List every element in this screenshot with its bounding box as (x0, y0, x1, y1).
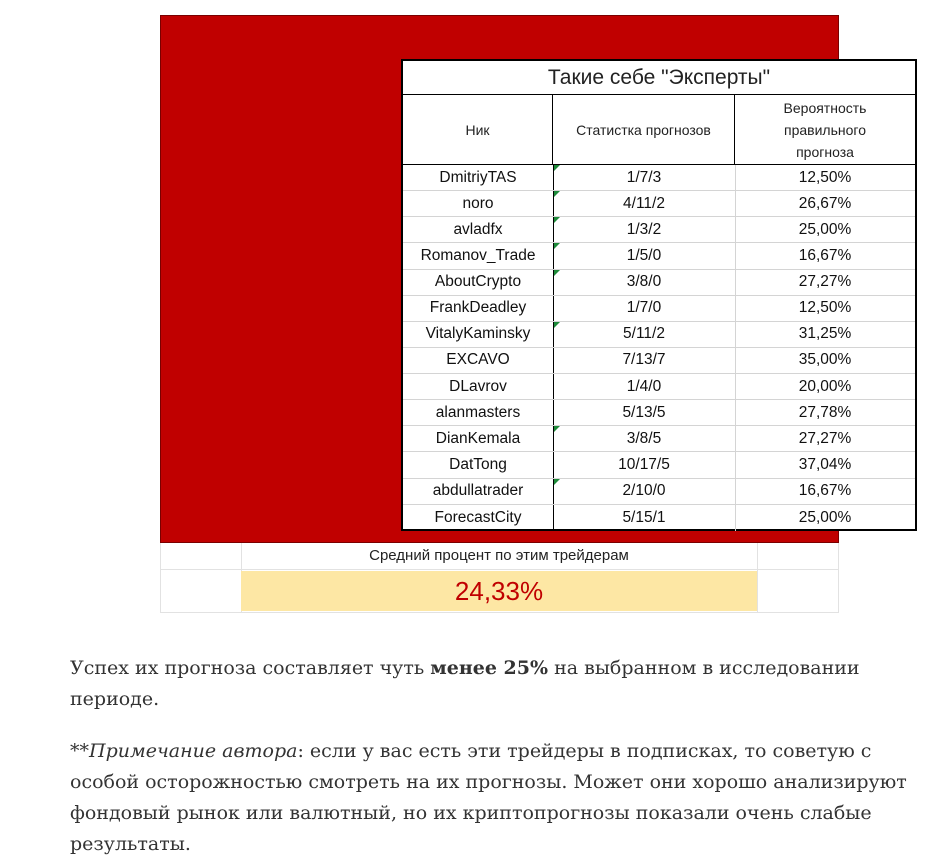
table-row (403, 452, 915, 478)
probability-cell: 12,50% (798, 299, 852, 317)
average-label: Средний процент по этим трейдерам (369, 547, 629, 564)
stats-cell: 3/8/0 (553, 270, 736, 295)
grid-line (757, 543, 758, 569)
header-probability-line3: прогноза (796, 143, 854, 160)
header-probability-line1: Вероятность (783, 99, 867, 116)
nick-cell: Romanov_Trade (403, 243, 554, 268)
header-nick: Ник (403, 95, 553, 165)
nick-cell: DLavrov (403, 374, 554, 399)
header-stats: Статистка прогнозов (553, 95, 735, 165)
stats-cell: 2/10/0 (553, 479, 736, 504)
author-note-text: : если у вас есть эти трейдеры в подписках, то советую с особой осторожностью смотреть на их прогнозы. Может они хорошо анализируют фондовый рынок или валютный, но их криптопрогнозы показали очень слабые результаты. (70, 740, 907, 855)
probability-cell: 20,00% (798, 377, 852, 395)
table-title: Такие себе "Эксперты" (403, 61, 915, 95)
author-note-label: **Примечание автора (70, 740, 298, 762)
table-row (403, 505, 915, 531)
nick-cell: EXCAVO (403, 348, 554, 373)
comment-marker-icon (554, 217, 560, 223)
stats-cell: 5/11/2 (553, 322, 736, 347)
nick-cell: VitalyKaminsky (403, 322, 554, 347)
comment-marker-icon (554, 165, 560, 171)
table-row (403, 217, 915, 243)
table-row (403, 191, 915, 217)
stats-cell: 5/13/5 (553, 400, 736, 425)
probability-cell: 31,25% (798, 325, 852, 343)
stats-cell: 10/17/5 (553, 452, 736, 477)
spreadsheet-screenshot (160, 15, 867, 612)
table-row (403, 322, 915, 348)
grid-line (160, 543, 161, 569)
stats-cell: 7/13/7 (553, 348, 736, 373)
nick-cell: AboutCrypto (403, 270, 554, 295)
comment-marker-icon (554, 191, 560, 197)
table-row (403, 374, 915, 400)
summary-text-start: Успех их прогноза составляет чуть (70, 657, 431, 679)
comment-marker-icon (554, 243, 560, 249)
header-probability-line2: правильного (784, 121, 866, 138)
table-row (403, 165, 915, 191)
table-row (403, 243, 915, 269)
probability-cell: 12,50% (798, 168, 852, 186)
probability-cell: 27,27% (798, 273, 852, 291)
author-note-paragraph (70, 736, 930, 860)
nick-cell: noro (403, 191, 554, 216)
probability-cell: 27,78% (798, 403, 852, 421)
table-row (403, 479, 915, 505)
grid-line (838, 543, 839, 569)
summary-paragraph (70, 653, 930, 715)
probability-cell: 27,27% (798, 429, 852, 447)
stats-cell: 5/15/1 (553, 505, 736, 531)
stats-cell: 3/8/5 (553, 426, 736, 451)
header-probability (735, 95, 915, 165)
experts-table (401, 59, 917, 531)
grid-line (838, 570, 839, 612)
stats-cell: 1/3/2 (553, 217, 736, 242)
nick-cell: ForecastCity (403, 505, 554, 531)
comment-marker-icon (554, 322, 560, 328)
table-row (403, 426, 915, 452)
nick-cell: DatTong (403, 452, 554, 477)
probability-cell: 16,67% (798, 482, 852, 500)
probability-cell: 26,67% (798, 194, 852, 212)
summary-text-end: на выбранном в исследовании периоде. (70, 657, 860, 710)
grid-line (757, 570, 758, 612)
grid-line (160, 570, 161, 612)
comment-marker-icon (554, 426, 560, 432)
table-row (403, 348, 915, 374)
probability-cell: 25,00% (798, 508, 852, 526)
nick-cell: avladfx (403, 217, 554, 242)
nick-cell: FrankDeadley (403, 296, 554, 321)
comment-marker-icon (554, 270, 560, 276)
table-row (403, 270, 915, 296)
probability-cell: 16,67% (798, 246, 852, 264)
stats-cell: 1/7/3 (553, 165, 736, 190)
table-row (403, 296, 915, 322)
stats-cell: 1/5/0 (553, 243, 736, 268)
stats-cell: 1/7/0 (553, 296, 736, 321)
table-rows (403, 165, 915, 531)
summary-bold: менее 25% (430, 657, 549, 679)
table-row (403, 400, 915, 426)
average-value: 24,33% (241, 571, 757, 611)
nick-cell: DianKemala (403, 426, 554, 451)
probability-cell: 37,04% (798, 455, 852, 473)
nick-cell: alanmasters (403, 400, 554, 425)
stats-cell: 1/4/0 (553, 374, 736, 399)
probability-cell: 35,00% (798, 351, 852, 369)
nick-cell: DmitriyTAS (403, 165, 554, 190)
comment-marker-icon (554, 479, 560, 485)
probability-cell: 25,00% (798, 220, 852, 238)
stats-cell: 4/11/2 (553, 191, 736, 216)
nick-cell: abdullatrader (403, 479, 554, 504)
